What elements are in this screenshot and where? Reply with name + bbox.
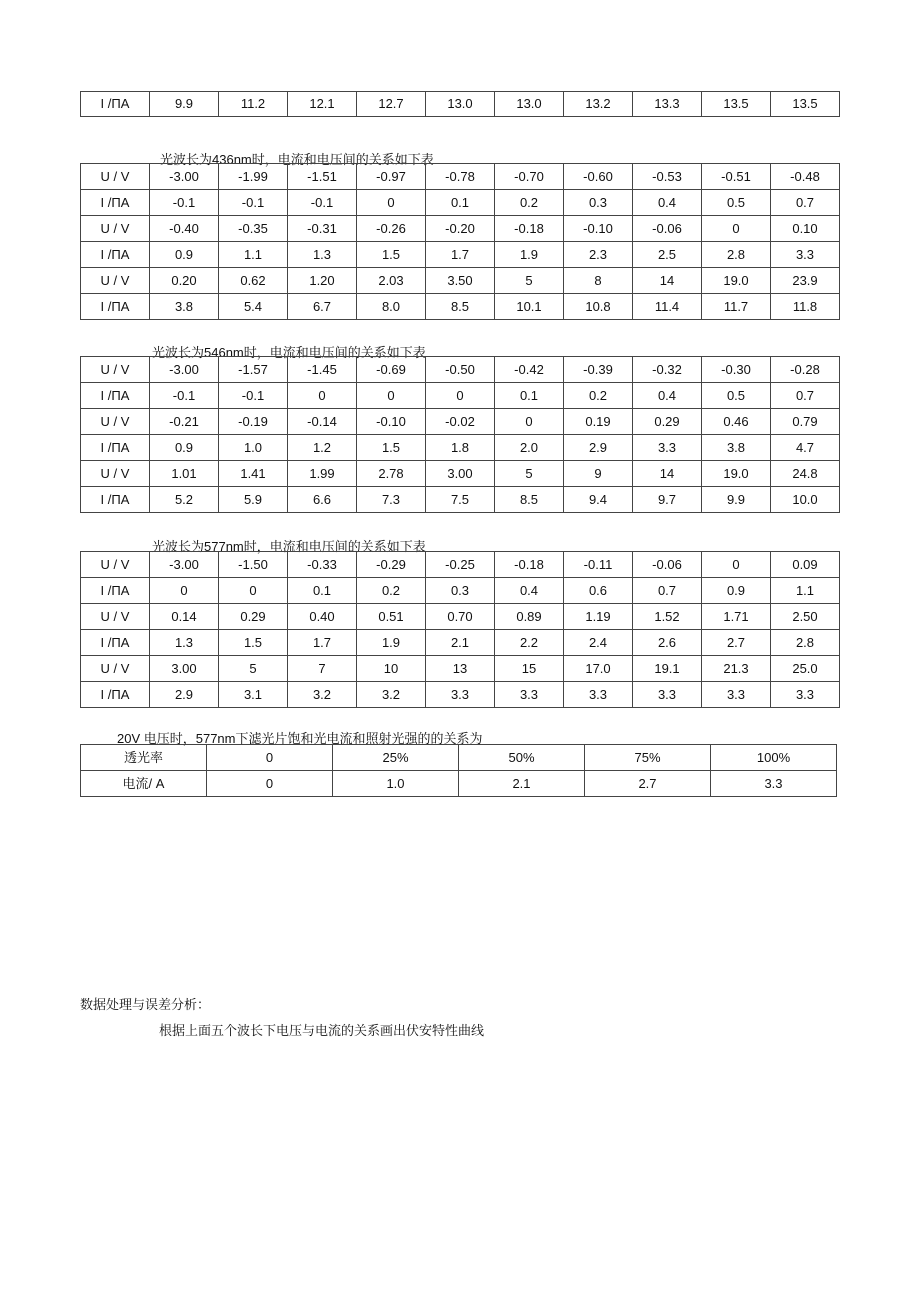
table-cell: -1.45 bbox=[288, 357, 357, 383]
table-cell: 1.2 bbox=[288, 435, 357, 461]
row-label-cell: U / V bbox=[81, 656, 150, 682]
table-cell: 2.3 bbox=[564, 242, 633, 268]
table-cell: 3.50 bbox=[426, 268, 495, 294]
table-cell: 13.0 bbox=[426, 92, 495, 117]
table-cell: 0.09 bbox=[771, 552, 840, 578]
top-table-block bbox=[80, 91, 840, 117]
table-cell: 10.8 bbox=[564, 294, 633, 320]
row-label-cell: U / V bbox=[81, 604, 150, 630]
caption-436nm: 光波长为436nm时，电流和电压间的关系如下表 bbox=[160, 152, 434, 167]
table-cell: -0.70 bbox=[495, 164, 564, 190]
table-cell: 3.3 bbox=[426, 682, 495, 708]
caption-577nm: 光波长为577nm时，电流和电压间的关系如下表 bbox=[152, 539, 426, 554]
table-cell: 1.19 bbox=[564, 604, 633, 630]
table-cell: 1.9 bbox=[495, 242, 564, 268]
table-cell: -0.06 bbox=[633, 216, 702, 242]
table-cell: 24.8 bbox=[771, 461, 840, 487]
table-cell: -1.57 bbox=[219, 357, 288, 383]
table-cell: 1.1 bbox=[771, 578, 840, 604]
table-cell: 3.00 bbox=[150, 656, 219, 682]
table-row bbox=[81, 216, 840, 242]
table-cell: 0.20 bbox=[150, 268, 219, 294]
table-cell: 0.4 bbox=[633, 190, 702, 216]
table-cell: 0 bbox=[150, 578, 219, 604]
table-cell: 0.3 bbox=[564, 190, 633, 216]
table-cell: 1.3 bbox=[288, 242, 357, 268]
table-cell: 7.3 bbox=[357, 487, 426, 513]
table-cell: 5 bbox=[495, 268, 564, 294]
table-cell: 11.7 bbox=[702, 294, 771, 320]
table-cell: 19.0 bbox=[702, 461, 771, 487]
table-cell: 2.7 bbox=[702, 630, 771, 656]
table-cell: 12.7 bbox=[357, 92, 426, 117]
row-label-cell: I /ΠA bbox=[81, 383, 150, 409]
analysis-heading: 数据处理与误差分析： bbox=[80, 997, 211, 1012]
table-cell: 8 bbox=[564, 268, 633, 294]
table-cell: 3.8 bbox=[150, 294, 219, 320]
table-cell: 0 bbox=[357, 383, 426, 409]
top-data-table bbox=[80, 91, 840, 117]
row-label-cell: I /ΠA bbox=[81, 92, 150, 117]
row-label-cell: U / V bbox=[81, 268, 150, 294]
table-cell: -0.31 bbox=[288, 216, 357, 242]
table-cell: 0.79 bbox=[771, 409, 840, 435]
table-cell: 1.5 bbox=[357, 435, 426, 461]
table-cell: 2.9 bbox=[150, 682, 219, 708]
table-cell: -0.35 bbox=[219, 216, 288, 242]
table-cell: 11.2 bbox=[219, 92, 288, 117]
table-cell: 3.3 bbox=[633, 682, 702, 708]
table-cell: 0.70 bbox=[426, 604, 495, 630]
table-cell: -0.06 bbox=[633, 552, 702, 578]
table-cell: 13.2 bbox=[564, 92, 633, 117]
table-cell: 1.9 bbox=[357, 630, 426, 656]
row-label-cell: I /ΠA bbox=[81, 190, 150, 216]
data-table-577nm bbox=[80, 551, 840, 708]
table-cell: 3.3 bbox=[633, 435, 702, 461]
table-cell: 0.1 bbox=[495, 383, 564, 409]
table-cell: -0.1 bbox=[150, 190, 219, 216]
table-cell: 0.29 bbox=[219, 604, 288, 630]
table-cell: -0.26 bbox=[357, 216, 426, 242]
table-cell: 0.29 bbox=[633, 409, 702, 435]
row-label-cell: I /ΠA bbox=[81, 294, 150, 320]
table-cell: 0.89 bbox=[495, 604, 564, 630]
table-cell: 13.5 bbox=[702, 92, 771, 117]
table-cell: 8.5 bbox=[495, 487, 564, 513]
table-row bbox=[81, 383, 840, 409]
table-cell: 6.7 bbox=[288, 294, 357, 320]
table-row bbox=[81, 656, 840, 682]
table-cell: -0.1 bbox=[219, 383, 288, 409]
table-cell: 3.3 bbox=[495, 682, 564, 708]
table-cell: 9.7 bbox=[633, 487, 702, 513]
row-label-cell: U / V bbox=[81, 461, 150, 487]
table-cell: 10.1 bbox=[495, 294, 564, 320]
table-cell: -0.78 bbox=[426, 164, 495, 190]
table-cell: 0.14 bbox=[150, 604, 219, 630]
table-cell: 25% bbox=[333, 745, 459, 771]
table-cell: -0.18 bbox=[495, 216, 564, 242]
table-cell: -0.32 bbox=[633, 357, 702, 383]
table-cell: 2.6 bbox=[633, 630, 702, 656]
table-cell: 1.8 bbox=[426, 435, 495, 461]
table-cell: 1.7 bbox=[426, 242, 495, 268]
table-cell: 9.9 bbox=[702, 487, 771, 513]
caption-filter: 20V 电压时，577nm下滤光片饱和光电流和照射光强的的关系为 bbox=[117, 731, 483, 746]
table-cell: 0.9 bbox=[150, 435, 219, 461]
table-cell: -3.00 bbox=[150, 164, 219, 190]
table-cell: 0 bbox=[702, 552, 771, 578]
table-cell: 11.4 bbox=[633, 294, 702, 320]
table-cell: 0.5 bbox=[702, 383, 771, 409]
table-cell: -3.00 bbox=[150, 357, 219, 383]
table-cell: 7.5 bbox=[426, 487, 495, 513]
row-label-cell: I /ΠA bbox=[81, 578, 150, 604]
table-cell: 21.3 bbox=[702, 656, 771, 682]
row-label-cell: U / V bbox=[81, 552, 150, 578]
table-cell: 5.2 bbox=[150, 487, 219, 513]
table-cell: 0.1 bbox=[426, 190, 495, 216]
table-cell: 11.8 bbox=[771, 294, 840, 320]
table-cell: 0 bbox=[495, 409, 564, 435]
table-cell: 0 bbox=[426, 383, 495, 409]
table-cell: 0.7 bbox=[771, 190, 840, 216]
row-label-cell: I /ΠA bbox=[81, 487, 150, 513]
table-cell: 3.3 bbox=[702, 682, 771, 708]
row-label-cell: I /ΠA bbox=[81, 630, 150, 656]
table-cell: -0.39 bbox=[564, 357, 633, 383]
table-row bbox=[81, 487, 840, 513]
table-cell: 5.4 bbox=[219, 294, 288, 320]
table-cell: 5 bbox=[495, 461, 564, 487]
table-cell: 50% bbox=[459, 745, 585, 771]
table-cell: 3.2 bbox=[357, 682, 426, 708]
table-cell: 0 bbox=[288, 383, 357, 409]
data-table-filter bbox=[80, 744, 837, 797]
row-label-cell: U / V bbox=[81, 164, 150, 190]
table-cell: -0.40 bbox=[150, 216, 219, 242]
table-cell: 1.41 bbox=[219, 461, 288, 487]
table-cell: 0.2 bbox=[357, 578, 426, 604]
row-label-cell: U / V bbox=[81, 357, 150, 383]
table-cell: 5.9 bbox=[219, 487, 288, 513]
table-cell: 1.0 bbox=[333, 771, 459, 797]
table-filter-block bbox=[80, 744, 837, 797]
table-cell: 7 bbox=[288, 656, 357, 682]
table-436-block bbox=[80, 163, 840, 320]
table-cell: 3.3 bbox=[564, 682, 633, 708]
table-cell: -3.00 bbox=[150, 552, 219, 578]
table-cell: 0.19 bbox=[564, 409, 633, 435]
table-cell: -1.50 bbox=[219, 552, 288, 578]
table-cell: 8.0 bbox=[357, 294, 426, 320]
table-cell: -0.33 bbox=[288, 552, 357, 578]
table-row bbox=[81, 294, 840, 320]
table-cell: 3.8 bbox=[702, 435, 771, 461]
table-cell: 13.0 bbox=[495, 92, 564, 117]
table-cell: -0.20 bbox=[426, 216, 495, 242]
table-cell: -0.42 bbox=[495, 357, 564, 383]
table-cell: 9.9 bbox=[150, 92, 219, 117]
table-cell: 3.3 bbox=[711, 771, 837, 797]
row-label-cell: 透光率 bbox=[81, 745, 207, 771]
table-cell: 0.9 bbox=[702, 578, 771, 604]
table-cell: -0.14 bbox=[288, 409, 357, 435]
table-cell: -1.99 bbox=[219, 164, 288, 190]
table-cell: 0 bbox=[357, 190, 426, 216]
table-row bbox=[81, 682, 840, 708]
table-cell: 0.4 bbox=[633, 383, 702, 409]
table-cell: -0.69 bbox=[357, 357, 426, 383]
table-cell: 2.8 bbox=[771, 630, 840, 656]
row-label-cell: U / V bbox=[81, 409, 150, 435]
table-row bbox=[81, 745, 837, 771]
table-cell: 2.7 bbox=[585, 771, 711, 797]
table-cell: 1.5 bbox=[357, 242, 426, 268]
table-cell: 2.4 bbox=[564, 630, 633, 656]
table-cell: 0.7 bbox=[771, 383, 840, 409]
table-cell: 75% bbox=[585, 745, 711, 771]
table-cell: 10.0 bbox=[771, 487, 840, 513]
table-cell: 0.46 bbox=[702, 409, 771, 435]
table-cell: 12.1 bbox=[288, 92, 357, 117]
table-cell: -0.10 bbox=[357, 409, 426, 435]
table-cell: 1.3 bbox=[150, 630, 219, 656]
row-label-cell: I /ΠA bbox=[81, 242, 150, 268]
table-cell: -0.25 bbox=[426, 552, 495, 578]
table-cell: -0.11 bbox=[564, 552, 633, 578]
table-cell: -0.29 bbox=[357, 552, 426, 578]
row-label-cell: U / V bbox=[81, 216, 150, 242]
table-cell: 3.00 bbox=[426, 461, 495, 487]
table-cell: 1.52 bbox=[633, 604, 702, 630]
table-row bbox=[81, 552, 840, 578]
table-cell: 2.0 bbox=[495, 435, 564, 461]
table-cell: 17.0 bbox=[564, 656, 633, 682]
table-cell: 0.2 bbox=[564, 383, 633, 409]
table-546-block bbox=[80, 356, 840, 513]
table-cell: -0.1 bbox=[288, 190, 357, 216]
table-cell: 0 bbox=[207, 771, 333, 797]
table-cell: 3.3 bbox=[771, 682, 840, 708]
table-row bbox=[81, 578, 840, 604]
table-cell: -0.1 bbox=[150, 383, 219, 409]
table-row bbox=[81, 435, 840, 461]
table-cell: 23.9 bbox=[771, 268, 840, 294]
caption-546nm: 光波长为546nm时，电流和电压间的关系如下表 bbox=[152, 345, 426, 360]
table-cell: 13.3 bbox=[633, 92, 702, 117]
table-cell: 14 bbox=[633, 268, 702, 294]
table-cell: 13.5 bbox=[771, 92, 840, 117]
table-cell: 6.6 bbox=[288, 487, 357, 513]
table-cell: 0.6 bbox=[564, 578, 633, 604]
table-cell: 2.9 bbox=[564, 435, 633, 461]
table-cell: 3.2 bbox=[288, 682, 357, 708]
table-cell: 14 bbox=[633, 461, 702, 487]
table-cell: 15 bbox=[495, 656, 564, 682]
table-cell: 2.1 bbox=[459, 771, 585, 797]
table-row bbox=[81, 268, 840, 294]
table-cell: 5 bbox=[219, 656, 288, 682]
table-cell: -0.10 bbox=[564, 216, 633, 242]
table-cell: 1.0 bbox=[219, 435, 288, 461]
table-cell: 0.4 bbox=[495, 578, 564, 604]
table-cell: -0.51 bbox=[702, 164, 771, 190]
table-cell: 25.0 bbox=[771, 656, 840, 682]
table-cell: -0.28 bbox=[771, 357, 840, 383]
table-cell: 13 bbox=[426, 656, 495, 682]
table-cell: -0.50 bbox=[426, 357, 495, 383]
table-cell: 0.10 bbox=[771, 216, 840, 242]
table-577-block bbox=[80, 551, 840, 708]
table-cell: -0.30 bbox=[702, 357, 771, 383]
table-cell: 0.40 bbox=[288, 604, 357, 630]
table-cell: -0.19 bbox=[219, 409, 288, 435]
data-table-436nm bbox=[80, 163, 840, 320]
table-row bbox=[81, 190, 840, 216]
row-label-cell: 电流/ A bbox=[81, 771, 207, 797]
data-table-546nm bbox=[80, 356, 840, 513]
table-cell: 1.7 bbox=[288, 630, 357, 656]
analysis-body: 根据上面五个波长下电压与电流的关系画出伏安特性曲线 bbox=[159, 1023, 485, 1038]
table-cell: -0.1 bbox=[219, 190, 288, 216]
table-cell: -1.51 bbox=[288, 164, 357, 190]
table-cell: -0.48 bbox=[771, 164, 840, 190]
table-cell: -0.53 bbox=[633, 164, 702, 190]
table-cell: 2.1 bbox=[426, 630, 495, 656]
table-row bbox=[81, 461, 840, 487]
table-cell: -0.60 bbox=[564, 164, 633, 190]
table-cell: 1.5 bbox=[219, 630, 288, 656]
table-cell: 2.2 bbox=[495, 630, 564, 656]
table-cell: 0.51 bbox=[357, 604, 426, 630]
table-row bbox=[81, 630, 840, 656]
table-row bbox=[81, 409, 840, 435]
table-row bbox=[81, 604, 840, 630]
table-cell: 0 bbox=[219, 578, 288, 604]
table-cell: -0.18 bbox=[495, 552, 564, 578]
table-row bbox=[81, 164, 840, 190]
table-cell: 1.20 bbox=[288, 268, 357, 294]
table-cell: 0.62 bbox=[219, 268, 288, 294]
table-cell: 0 bbox=[702, 216, 771, 242]
table-cell: 19.0 bbox=[702, 268, 771, 294]
table-row bbox=[81, 771, 837, 797]
table-cell: 2.03 bbox=[357, 268, 426, 294]
table-cell: 0.1 bbox=[288, 578, 357, 604]
table-cell: 4.7 bbox=[771, 435, 840, 461]
table-cell: 3.1 bbox=[219, 682, 288, 708]
table-cell: 1.01 bbox=[150, 461, 219, 487]
table-cell: -0.02 bbox=[426, 409, 495, 435]
table-cell: 19.1 bbox=[633, 656, 702, 682]
table-cell: 2.78 bbox=[357, 461, 426, 487]
table-cell: 9.4 bbox=[564, 487, 633, 513]
table-row bbox=[81, 92, 840, 117]
table-cell: 1.1 bbox=[219, 242, 288, 268]
table-cell: 1.71 bbox=[702, 604, 771, 630]
table-cell: 8.5 bbox=[426, 294, 495, 320]
table-cell: 0 bbox=[207, 745, 333, 771]
table-cell: 0.7 bbox=[633, 578, 702, 604]
row-label-cell: I /ΠA bbox=[81, 682, 150, 708]
table-cell: 10 bbox=[357, 656, 426, 682]
table-cell: 0.5 bbox=[702, 190, 771, 216]
table-cell: 2.5 bbox=[633, 242, 702, 268]
table-cell: 1.99 bbox=[288, 461, 357, 487]
table-cell: 9 bbox=[564, 461, 633, 487]
table-cell: 2.50 bbox=[771, 604, 840, 630]
table-cell: 2.8 bbox=[702, 242, 771, 268]
table-cell: -0.97 bbox=[357, 164, 426, 190]
table-row bbox=[81, 357, 840, 383]
table-cell: 100% bbox=[711, 745, 837, 771]
table-cell: 0.3 bbox=[426, 578, 495, 604]
table-cell: 3.3 bbox=[771, 242, 840, 268]
table-row bbox=[81, 242, 840, 268]
table-cell: 0.9 bbox=[150, 242, 219, 268]
table-cell: 0.2 bbox=[495, 190, 564, 216]
table-cell: -0.21 bbox=[150, 409, 219, 435]
row-label-cell: I /ΠA bbox=[81, 435, 150, 461]
